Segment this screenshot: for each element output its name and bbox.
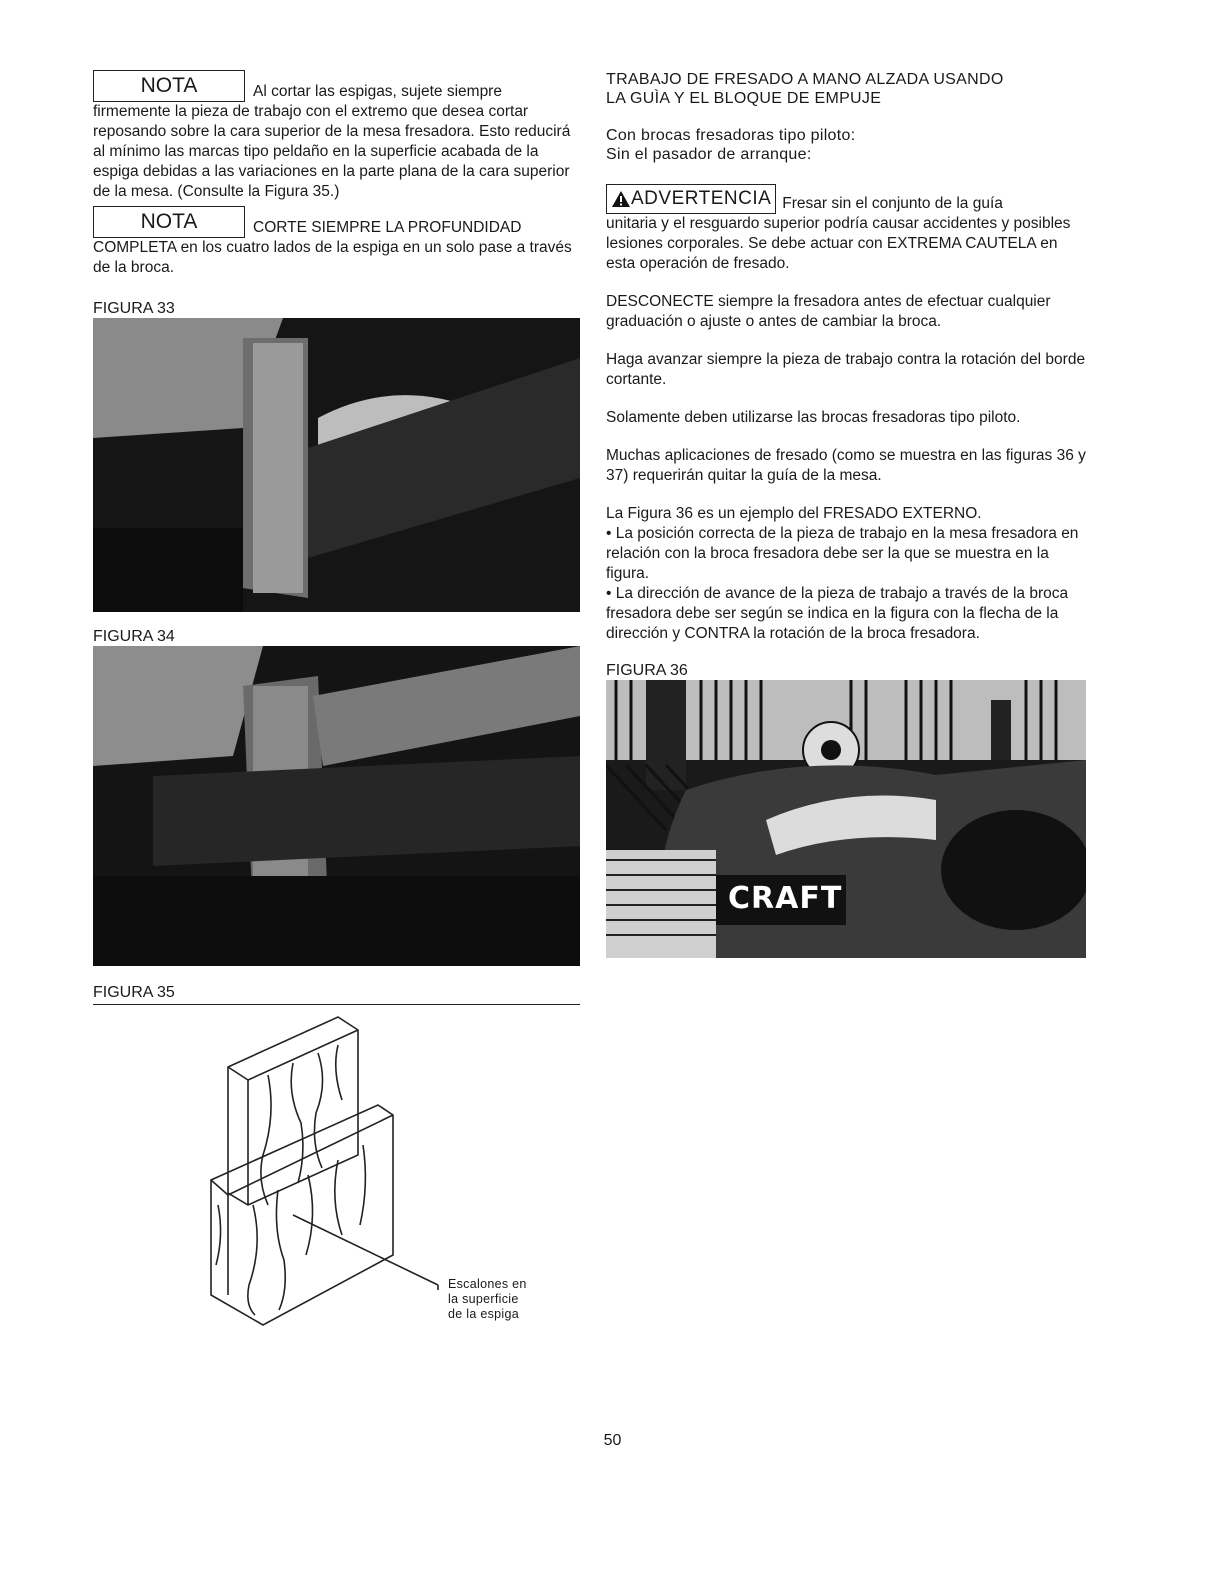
- left-column: [93, 70, 583, 1355]
- nota-2: [93, 206, 583, 238]
- paragraph-bullet-1: • La posición correcta de la pieza de trabajo en la mesa fresadora en relación con la broca fresadora debe ser la que se muestra en la figura.: [606, 525, 1079, 582]
- paragraph-pilot-bits: Solamente deben utilizarse las brocas fresadoras tipo piloto.: [606, 409, 1021, 426]
- paragraph-applications: Muchas aplicaciones de fresado (como se muestra en las figuras 36 y 37) requerirán quitar la guía de la mesa.: [606, 447, 1086, 484]
- figure-34-photo: [93, 646, 580, 966]
- callout-line-2: la superficie: [448, 1292, 519, 1306]
- warning-label: ADVERTENCIA: [631, 188, 772, 209]
- figure-36-illustration: [606, 680, 1086, 958]
- paragraph-bullet-2: • La dirección de avance de la pieza de trabajo a través de la broca fresadora debe ser según se indica en la figura con la flecha de la dirección y CONTRA la rotación de la broca fresadora.: [606, 585, 1069, 642]
- nota-2-label: NOTA: [93, 206, 245, 238]
- sub-heading-line-2: Sin el pasador de arranque:: [606, 146, 812, 163]
- callout-line-1: Escalones en: [448, 1277, 527, 1291]
- figure-33-illustration: [93, 318, 580, 612]
- warning-first-line: Fresar sin el conjunto de la guía: [782, 195, 1003, 212]
- figure-33-photo: [93, 318, 580, 612]
- nota-1: [93, 70, 583, 102]
- figure-35-label: FIGURA 35: [93, 984, 175, 1001]
- right-column: [606, 70, 1091, 958]
- section-heading: [606, 70, 1091, 108]
- paragraph-disconnect: DESCONECTE siempre la fresadora antes de efectuar cualquier graduación o ajuste o antes de cambiar la broca.: [606, 293, 1051, 330]
- paragraph-feed: Haga avanzar siempre la pieza de trabajo contra la rotación del borde cortante.: [606, 351, 1086, 388]
- figure-35-diagram: [93, 1005, 580, 1355]
- sub-heading-line-1: Con brocas fresadoras tipo piloto:: [606, 127, 856, 144]
- figure-34-illustration: [93, 646, 580, 966]
- sub-heading: [606, 126, 1091, 164]
- section-heading-line-2: LA GUÌA Y EL BLOQUE DE EMPUJE: [606, 90, 882, 107]
- nota-2-first-line: CORTE SIEMPRE LA PROFUNDIDAD: [253, 219, 522, 236]
- nota-1-body: firmemente la pieza de trabajo con el extremo que desea cortar reposando sobre la cara superior de la mesa fresadora. Esto reducirá al mínimo las marcas tipo peldaño en la superficie acabada de la espiga debidas a las variaciones en la parte plana de la cara superior de la mesa. (Consulte la Figura 35.): [93, 103, 571, 200]
- page-number: 50: [603, 1432, 622, 1449]
- warning-body: unitaria y el resguardo superior podría causar accidentes y posibles lesiones corporales. Se debe actuar con EXTREMA CAUTELA en esta operación de fresado.: [606, 215, 1071, 272]
- figure-34-label: FIGURA 34: [93, 628, 175, 645]
- paragraph-figure-36-lead: La Figura 36 es un ejemplo del FRESADO EXTERNO.: [606, 505, 982, 522]
- warning-triangle-icon: [611, 190, 631, 208]
- nota-1-first-line: Al cortar las espigas, sujete siempre: [253, 83, 502, 100]
- figure-36-label: FIGURA 36: [606, 662, 688, 679]
- figure-36-photo: [606, 680, 1086, 958]
- nota-2-body: COMPLETA en los cuatro lados de la espiga en un solo pase a través de la broca.: [93, 239, 572, 276]
- nota-1-label: NOTA: [93, 70, 245, 102]
- figure-35-callout: [448, 1277, 527, 1322]
- figure-36-brand-text: CRAFT: [728, 881, 843, 916]
- warning-box: [606, 184, 776, 214]
- section-heading-line-1: TRABAJO DE FRESADO A MANO ALZADA USANDO: [606, 71, 1004, 88]
- callout-line-3: de la espiga: [448, 1307, 520, 1321]
- warning-line: [606, 184, 1091, 214]
- figure-33-label: FIGURA 33: [93, 300, 175, 317]
